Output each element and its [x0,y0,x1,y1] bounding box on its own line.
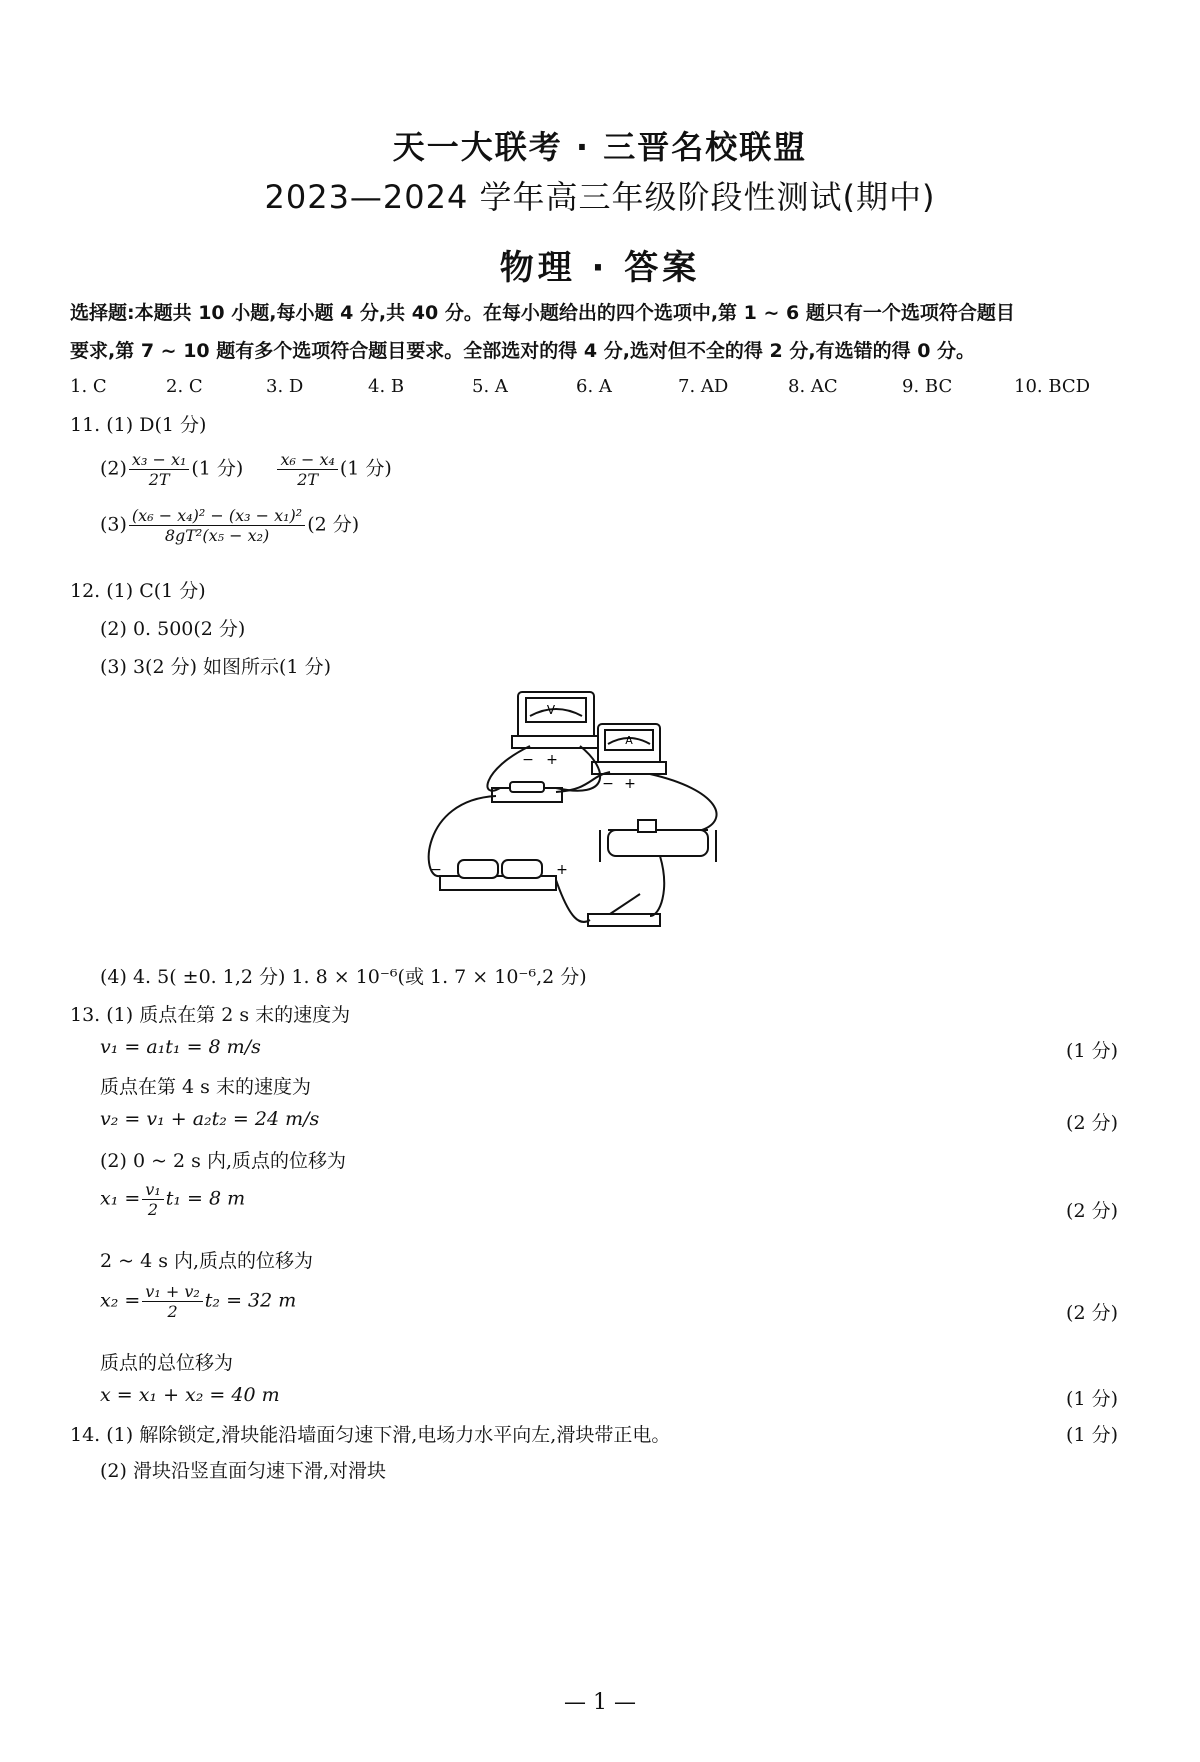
q13-text2: 质点在第 4 s 末的速度为 [100,1076,311,1098]
q11-part3: (3) $\frac{\text{(x₆ − x₄)² − (x₃ − x₁)²}}{\text{8gT²(x₅ − x₂)}}$ (2 分) [100,506,360,545]
q12-part3: (3) 3(2 分) 如图所示(1 分) [100,656,331,678]
answer-item: 1. C [70,376,107,397]
answer-item: 2. C [166,376,203,397]
q13-eq2: v₂ = v₁ + a₂t₂ = 24 m/s [100,1108,320,1130]
intro-line-2: 要求,第 7 ~ 10 题有多个选项符合题目要求。全部选对的得 4 分,选对但不全的得 2 分,有选错的得 0 分。 [70,340,976,362]
answer-item: 8. AC [788,376,838,397]
answer-item: 9. BC [902,376,953,397]
q13-score5: (1 分) [1066,1388,1118,1410]
q11-frac-1: $\frac{\text{x₃ − x₁}}{2T}$ [129,450,189,489]
answer-item: 4. B [368,376,405,397]
q11-frac-3: $\frac{\text{(x₆ − x₄)² − (x₃ − x₁)²}}{\text{8gT²(x₅ − x₂)}}$ [129,506,305,545]
q12-part1: 12. (1) C(1 分) [70,580,206,602]
intro-line-1: 选择题:本题共 10 小题,每小题 4 分,共 40 分。在每小题给出的四个选项中,第 1 ~ 6 题只有一个选项符合题目 [70,302,1015,324]
q12-part4: (4) 4. 5( ±0. 1,2 分) 1. 8 × 10⁻⁶(或 1. 7 × 10⁻⁶,2 分) [100,966,587,988]
answer-item: 7. AD [678,376,729,397]
battery-plus: + [556,862,568,878]
q13-part1: 13. (1) 质点在第 2 s 末的速度为 [70,1004,351,1026]
q11-frac-2: $\frac{\text{x₆ − x₄}}{2T}$ [277,450,337,489]
ammeter-minus: − [602,776,614,792]
exam-union-title: 天一大联考 · 三晋名校联盟 [392,128,808,166]
q13-eq1: v₁ = a₁t₁ = 8 m/s [100,1036,261,1058]
answer-item: 6. A [576,376,612,397]
q13-score1: (1 分) [1066,1040,1118,1062]
q13-text5: 质点的总位移为 [100,1352,234,1374]
exam-session-title: 2023—2024 学年高三年级阶段性测试(期中) [264,178,936,216]
answer-item: 5. A [472,376,508,397]
answer-item: 10. BCD [1014,376,1091,397]
battery-minus: − [430,862,442,878]
q11-part2: (2) $\frac{\text{x₃ − x₁}}{2T}$ (1 分) $\frac{\text{x₆ − x₄}}{2T}$ (1 分) [100,450,392,489]
q13-score4: (2 分) [1066,1302,1118,1324]
q13-text4: 2 ~ 4 s 内,质点的位移为 [100,1250,314,1272]
page-number: — 1 — [564,1690,636,1715]
q12-part2: (2) 0. 500(2 分) [100,618,246,640]
voltmeter-plus: + [546,752,558,768]
answer-item: 3. D [266,376,304,397]
subject-title: 物理 · 答案 [499,248,701,288]
q13-eq3: x₁ = $\frac{\text{v₁}}{2}$ t₁ = 8 m [100,1180,246,1219]
q13-score2: (2 分) [1066,1112,1118,1134]
q13-part2: (2) 0 ~ 2 s 内,质点的位移为 [100,1150,346,1172]
q13-score3: (2 分) [1066,1200,1118,1222]
voltmeter-minus: − [522,752,534,768]
ammeter-label: A [625,734,633,747]
q14-part1: 14. (1) 解除锁定,滑块能沿墙面匀速下滑,电场力水平向左,滑块带正电。 [70,1424,671,1446]
ammeter-plus: + [624,776,636,792]
q13-eq5: x = x₁ + x₂ = 40 m [100,1384,280,1406]
q14-score1: (1 分) [1066,1424,1118,1446]
voltmeter-label: V [546,703,556,717]
circuit-diagram [430,680,780,950]
q11-part1: 11. (1) D(1 分) [70,414,207,436]
q14-part2: (2) 滑块沿竖直面匀速下滑,对滑块 [100,1460,386,1482]
q13-eq4: x₂ = $\frac{\text{v₁ + v₂}}{2}$ t₂ = 32 m [100,1282,297,1321]
